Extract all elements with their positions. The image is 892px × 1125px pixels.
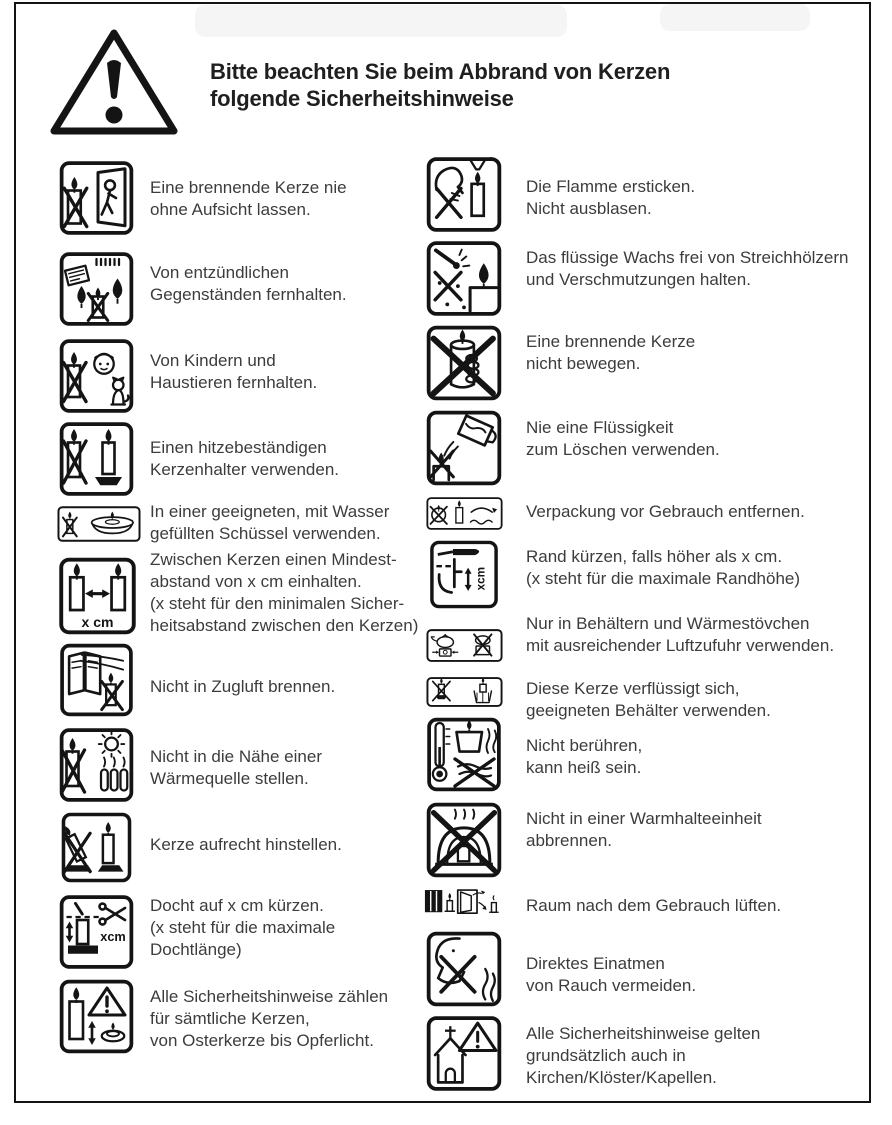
instruction-line: Eine brennende Kerze nie bbox=[150, 178, 347, 197]
page-title-line2: folgende Sicherheitshinweise bbox=[210, 86, 514, 111]
instruction-text bbox=[526, 953, 696, 997]
instruction-line: abbrennen. bbox=[526, 831, 613, 850]
keep-wax-clean-icon bbox=[426, 240, 502, 317]
instruction-text bbox=[526, 735, 642, 779]
trim-rim-icon bbox=[426, 540, 502, 609]
instruction-line: Nicht berühren, bbox=[526, 736, 643, 755]
instruction-text bbox=[526, 417, 720, 461]
instruction-line: (x steht für die maximale bbox=[150, 918, 336, 937]
instruction-line: Nicht ausblasen. bbox=[526, 199, 652, 218]
instruction-text bbox=[526, 176, 695, 220]
instruction-line: Nie eine Flüssigkeit bbox=[526, 418, 674, 437]
instruction-line: Nicht in die Nähe einer bbox=[150, 747, 322, 766]
container-airflow-icon bbox=[426, 627, 503, 664]
instruction-line: abstand von x cm einhalten. bbox=[150, 572, 362, 591]
instruction-text bbox=[526, 247, 849, 291]
instruction-text bbox=[526, 808, 762, 852]
instruction-line: zum Löschen verwenden. bbox=[526, 440, 720, 459]
instruction-line: Die Flamme ersticken. bbox=[526, 177, 696, 196]
instruction-line: Nur in Behältern und Wärmestövchen bbox=[526, 614, 810, 633]
instruction-line: Einen hitzebeständigen bbox=[150, 438, 327, 457]
instruction-line: und Verschmutzungen halten. bbox=[526, 270, 751, 289]
instruction-line: Das flüssige Wachs frei von Streichhölzern bbox=[526, 248, 849, 267]
instruction-line: Zwischen Kerzen einen Mindest- bbox=[150, 550, 397, 569]
instruction-text bbox=[526, 678, 771, 722]
page-title-line1: Bitte beachten Sie beim Abbrand von Kerzen bbox=[210, 59, 671, 84]
instruction-line: ohne Aufsicht lassen. bbox=[150, 200, 311, 219]
liquefying-candle-icon bbox=[426, 675, 503, 709]
instruction-line: Kirchen/Klöster/Kapellen. bbox=[526, 1068, 717, 1087]
instruction-line: gefüllten Schüssel verwenden. bbox=[150, 524, 381, 543]
instruction-line: Von entzündlichen bbox=[150, 263, 289, 282]
svg-text:xcm: xcm bbox=[474, 566, 488, 591]
instruction-line: Kerzenhalter verwenden. bbox=[150, 460, 340, 479]
applies-in-churches-icon bbox=[426, 1014, 502, 1093]
do-not-move-icon bbox=[426, 325, 502, 401]
instruction-text bbox=[526, 613, 834, 657]
instruction-line: Haustieren fernhalten. bbox=[150, 373, 318, 392]
instruction-line: Dochtlänge) bbox=[150, 940, 242, 959]
instruction-text bbox=[526, 546, 800, 590]
instruction-line: Docht auf x cm kürzen. bbox=[150, 896, 324, 915]
svg-text:x cm: x cm bbox=[81, 614, 114, 631]
instruction-line: Eine brennende Kerze bbox=[526, 332, 696, 351]
instruction-line: für sämtliche Kerzen, bbox=[150, 1009, 310, 1028]
instruction-line: mit ausreichender Luftzufuhr verwenden. bbox=[526, 636, 835, 655]
instruction-line: Kerze aufrecht hinstellen. bbox=[150, 835, 342, 854]
ventilate-room-icon bbox=[423, 888, 505, 922]
instruction-line: Wärmequelle stellen. bbox=[150, 769, 309, 788]
instruction-line: Alle Sicherheitshinweise gelten bbox=[526, 1024, 761, 1043]
instruction-line: Alle Sicherheitshinweise zählen bbox=[150, 987, 389, 1006]
remove-packaging-icon bbox=[426, 496, 503, 531]
instruction-line: In einer geeigneten, mit Wasser bbox=[150, 502, 390, 521]
instruction-line: Nicht in Zugluft brennen. bbox=[150, 677, 336, 696]
instruction-line: Gegenständen fernhalten. bbox=[150, 285, 347, 304]
instruction-line: heitsabstand zwischen den Kerzen) bbox=[150, 616, 419, 635]
instruction-text bbox=[526, 895, 781, 917]
instruction-line: Raum nach dem Gebrauch lüften. bbox=[526, 896, 782, 915]
instruction-line: grundsätzlich auch in bbox=[526, 1046, 686, 1065]
instruction-text bbox=[526, 501, 805, 523]
instruction-text bbox=[526, 1023, 760, 1089]
instruction-line: von Osterkerze bis Opferlicht. bbox=[150, 1031, 374, 1050]
instruction-line: von Rauch vermeiden. bbox=[526, 976, 697, 995]
svg-text:xcm: xcm bbox=[100, 929, 126, 944]
no-liquid-extinguishing-icon bbox=[426, 408, 502, 488]
instruction-line: Von Kindern und bbox=[150, 351, 276, 370]
instruction-line: Verpackung vor Gebrauch entfernen. bbox=[526, 502, 805, 521]
avoid-smoke-inhalation-icon bbox=[426, 931, 502, 1007]
instruction-line: nicht bewegen. bbox=[526, 354, 641, 373]
no-food-warmer-icon bbox=[426, 800, 502, 880]
instruction-line: kann heiß sein. bbox=[526, 758, 642, 777]
instruction-line: Nicht in einer Warmhalteeinheit bbox=[526, 809, 762, 828]
instruction-text bbox=[526, 331, 695, 375]
smother-flame-icon bbox=[426, 156, 502, 233]
hot-do-not-touch-icon bbox=[426, 717, 502, 792]
instruction-line: geeigneten Behälter verwenden. bbox=[526, 701, 771, 720]
instruction-line: Direktes Einatmen bbox=[526, 954, 665, 973]
instruction-line: (x steht für den minimalen Sicher- bbox=[150, 594, 405, 613]
instruction-line: (x steht für die maximale Randhöhe) bbox=[526, 569, 801, 588]
instruction-line: Rand kürzen, falls höher als x cm. bbox=[526, 547, 783, 566]
instruction-line: Diese Kerze verflüssigt sich, bbox=[526, 679, 740, 698]
